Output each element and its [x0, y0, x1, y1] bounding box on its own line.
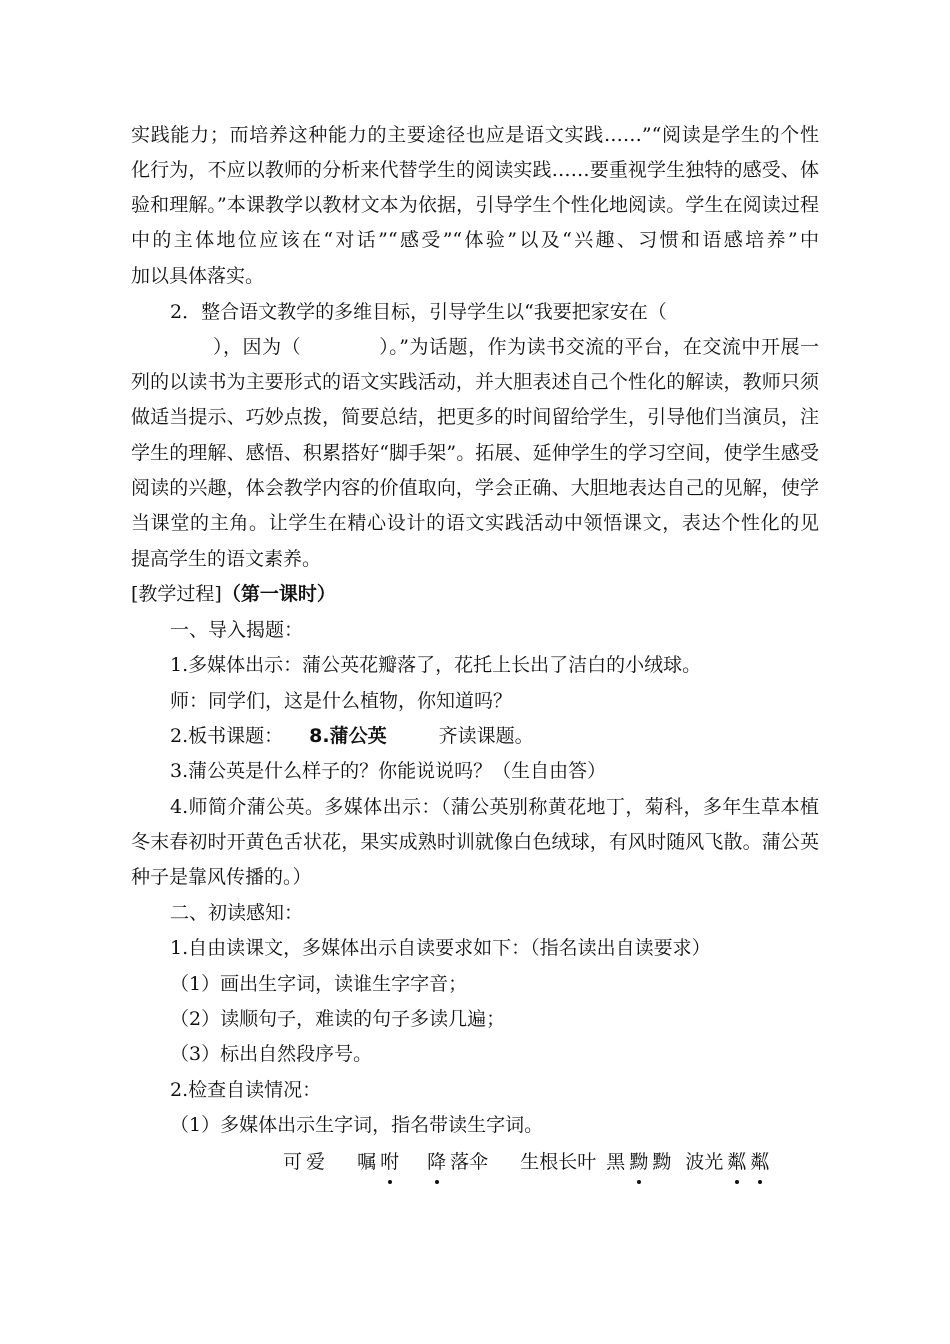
step-item: 2.检查自读情况：: [170, 1079, 322, 1101]
step-item: 1.自由读课文，多媒体出示自读要求如下：（指名读出自读要求）: [170, 937, 711, 959]
vocab-word: [606, 1151, 675, 1173]
vocab-word: [427, 1151, 492, 1173]
step-item: 冬末春初时开黄色舌状花，果实成熟时训就像白色绒球，有风时随风飞散。蒲公英: [131, 831, 819, 853]
step-text: 2.板书课题：: [170, 725, 284, 747]
vocab-word: [685, 1151, 773, 1173]
text-line: 中的主体地位应该在“对话”“感受”“体验”以及“兴趣、习惯和语感培养”中: [131, 229, 819, 251]
char: 黝: [629, 1151, 649, 1173]
text-line: 提高学生的语文素养。: [131, 548, 322, 570]
text-line: 加以具体落实。: [131, 265, 265, 287]
step-item: 3.蒲公英是什么样子的？你能说说吗？（生自由答）: [170, 760, 607, 782]
step-heading: 二、初读感知：: [170, 902, 304, 924]
char: 咐: [380, 1151, 400, 1173]
text-line: 实践能力；而培养这种能力的主要途径也应是语文实践……”“阅读是学生的个性: [131, 124, 819, 146]
char: 可: [283, 1151, 303, 1173]
step-item: （1）画出生字词，读谁生字字音；: [170, 973, 468, 995]
char: 落伞: [450, 1151, 489, 1173]
text-line: 列的以读书为主要形式的语文实践活动，并大胆表述自己个性化的解读，教师只须: [131, 371, 819, 393]
step-item: 种子是靠风传播的。）: [131, 866, 312, 888]
vocab-word: [357, 1151, 403, 1173]
char: 粼: [750, 1151, 770, 1173]
step-text: 齐读课题。: [438, 725, 534, 747]
lesson-label: （第一课时）: [221, 583, 336, 605]
vocab-word: [283, 1151, 329, 1173]
char: 波光: [685, 1151, 724, 1173]
step-item: 4.师简介蒲公英。多媒体出示：（蒲公英别称黄花地丁，菊科，多年生草本植: [170, 796, 819, 818]
char: 黝: [652, 1151, 672, 1173]
text-line: 2．整合语文教学的多维目标，引导学生以“我要把家安在（: [170, 301, 667, 323]
step-item: （3）标出自然段序号。: [170, 1043, 373, 1065]
text-line: 做适当提示、巧妙点拨，简要总结，把更多的时间留给学生，引导他们当演员，注: [131, 406, 819, 428]
char: 嘱: [357, 1151, 377, 1173]
text-line: 当课堂的主角。让学生在精心设计的语文实践活动中领悟课文，表达个性化的见: [131, 512, 819, 534]
heading-label: [教学过程]: [131, 583, 222, 605]
vocabulary-row: [283, 1149, 777, 1175]
text-line: 化行为，不应以教师的分析来代替学生的阅读实践……要重视学生独特的感受、体: [131, 159, 819, 181]
step-item: 1.多媒体出示：蒲公英花瓣落了，花托上长出了洁白的小绒球。: [170, 654, 702, 676]
char: 黑: [606, 1151, 626, 1173]
vocab-word: 生根长叶: [520, 1151, 597, 1173]
text-line: 验和理解。”本课教学以教材文本为依据，引导学生个性化地阅读。学生在阅读过程: [131, 194, 819, 216]
char: 粼: [727, 1151, 747, 1173]
char: 爱: [306, 1151, 326, 1173]
step-item: [170, 723, 534, 749]
step-heading: 一、导入揭题：: [170, 619, 304, 641]
text-line: 阅读的兴趣，体会教学内容的价值取向，学会正确、大胆地表达自己的见解，使学: [131, 477, 819, 499]
lesson-title: 8.蒲公英: [309, 725, 387, 747]
step-item: （1）多媒体出示生字词，指名带读生字词。: [170, 1114, 544, 1136]
text-line: ），因为（ ）。”为话题，作为读书交流的平台，在交流中开展一: [213, 336, 819, 358]
section-heading: [131, 581, 336, 607]
text-line: 学生的理解、感悟、积累搭好“脚手架”。拓展、延伸学生的学习空间，使学生感受: [131, 442, 819, 464]
step-item: 师：同学们，这是什么植物，你知道吗？: [170, 690, 513, 712]
step-item: （2）读顺句子，难读的句子多读几遍；: [170, 1008, 506, 1030]
char: 降: [427, 1151, 447, 1173]
